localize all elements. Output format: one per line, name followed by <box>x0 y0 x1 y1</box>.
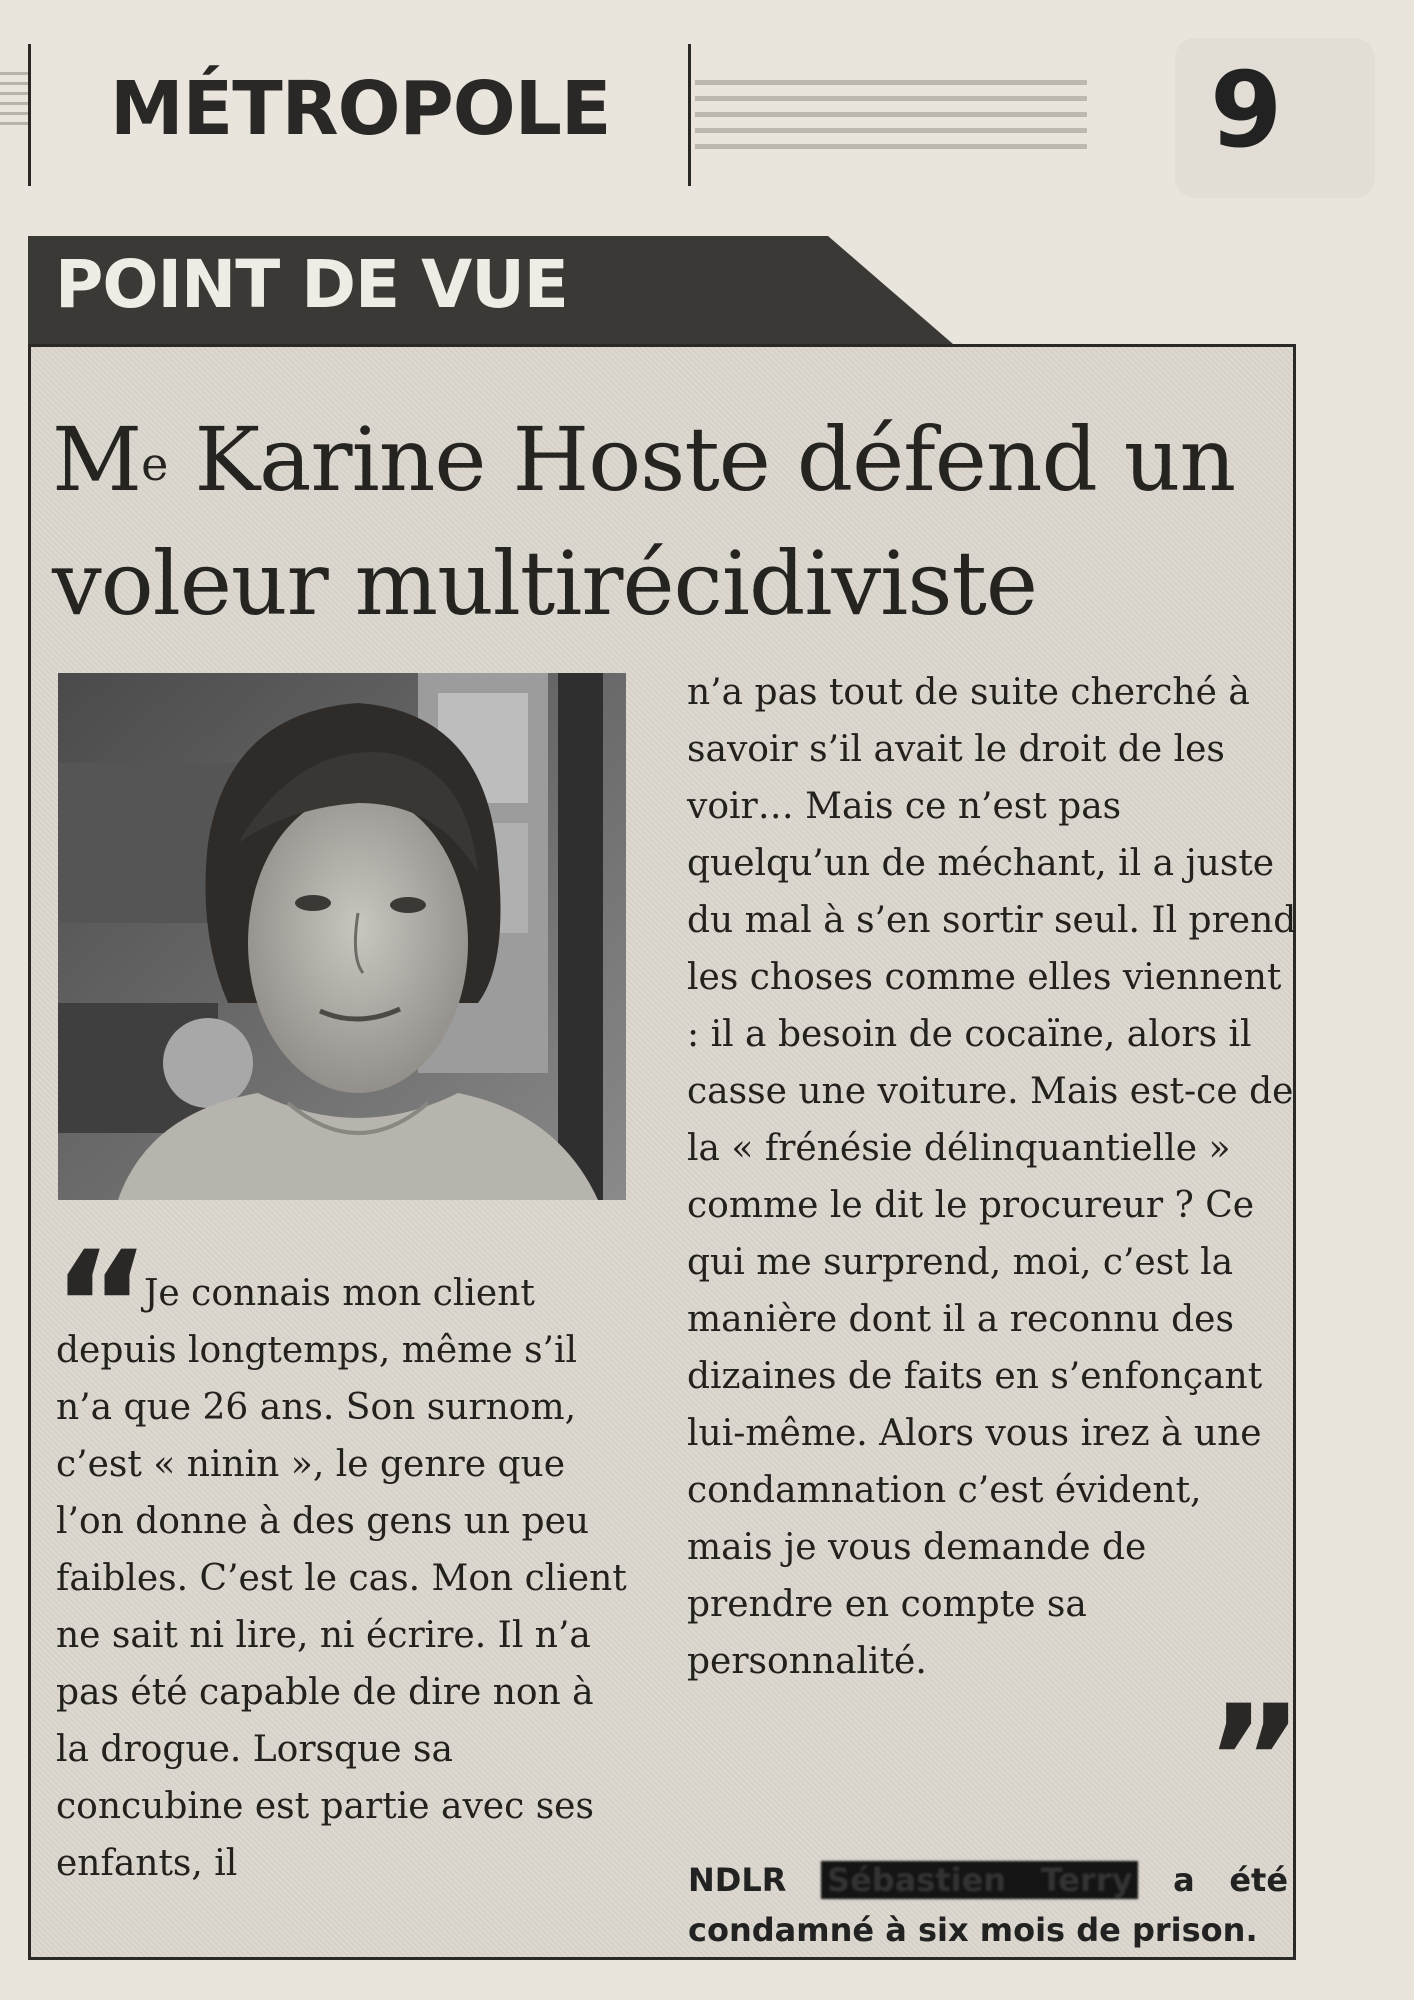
editor-note <box>688 1855 1288 1955</box>
page-number: 9 <box>1210 49 1283 171</box>
editor-note-text: a été condamné à six mois de prison. <box>688 1861 1289 1949</box>
section-title: MÉTROPOLE <box>110 66 611 152</box>
article-title <box>52 398 1252 646</box>
portrait-photo <box>58 673 626 1200</box>
portrait-image <box>58 673 626 1200</box>
title-prefix: M <box>52 408 142 511</box>
article-body-right <box>687 664 1297 1690</box>
header-divider-left <box>28 44 31 186</box>
article-body-left <box>56 1265 631 1892</box>
redacted-name: Sébastien Terry <box>821 1861 1138 1899</box>
title-superscript: e <box>141 437 168 491</box>
title-rest: Karine Hoste défend un voleur multirécidiviste <box>52 408 1236 635</box>
right-column-text: n’a pas tout de suite cherché à savoir s’il avait le droit de les voir… Mais ce n’est pas quelqu’un de méchant, il a juste du mal à s’en sortir seul. Il prend les choses comme elles viennent : il a besoin de cocaïne, alors il casse une voiture. Mais est-ce de la « frénésie délinquantielle » comme le dit le procureur ? Ce qui me surprend, moi, c’est la manière dont il a reconnu des dizaines de faits en s’enfonçant lui-même. Alors vous irez à une condamnation c’est évident, mais je vous demande de prendre en compte sa personnalité. <box>687 672 1297 1682</box>
header-stripes <box>695 80 1087 152</box>
header-rule-left <box>0 72 28 128</box>
open-quote-mark: “ <box>52 1220 137 1394</box>
close-quote-mark: ” <box>1205 1674 1290 1848</box>
header-divider-right <box>688 44 691 186</box>
editor-note-label: NDLR <box>688 1861 787 1899</box>
left-column-text: Je connais mon client depuis longtemps, même s’il n’a que 26 ans. Son surnom, c’est « ninin », le genre que l’on donne à des gens un peu faibles. C’est le cas. Mon client ne sait ni lire, ni écrire. Il n’a pas été capable de dire non à la drogue. Lorsque sa concubine est partie avec ses enfants, il <box>56 1273 627 1884</box>
rubric-label: POINT DE VUE <box>55 246 568 323</box>
